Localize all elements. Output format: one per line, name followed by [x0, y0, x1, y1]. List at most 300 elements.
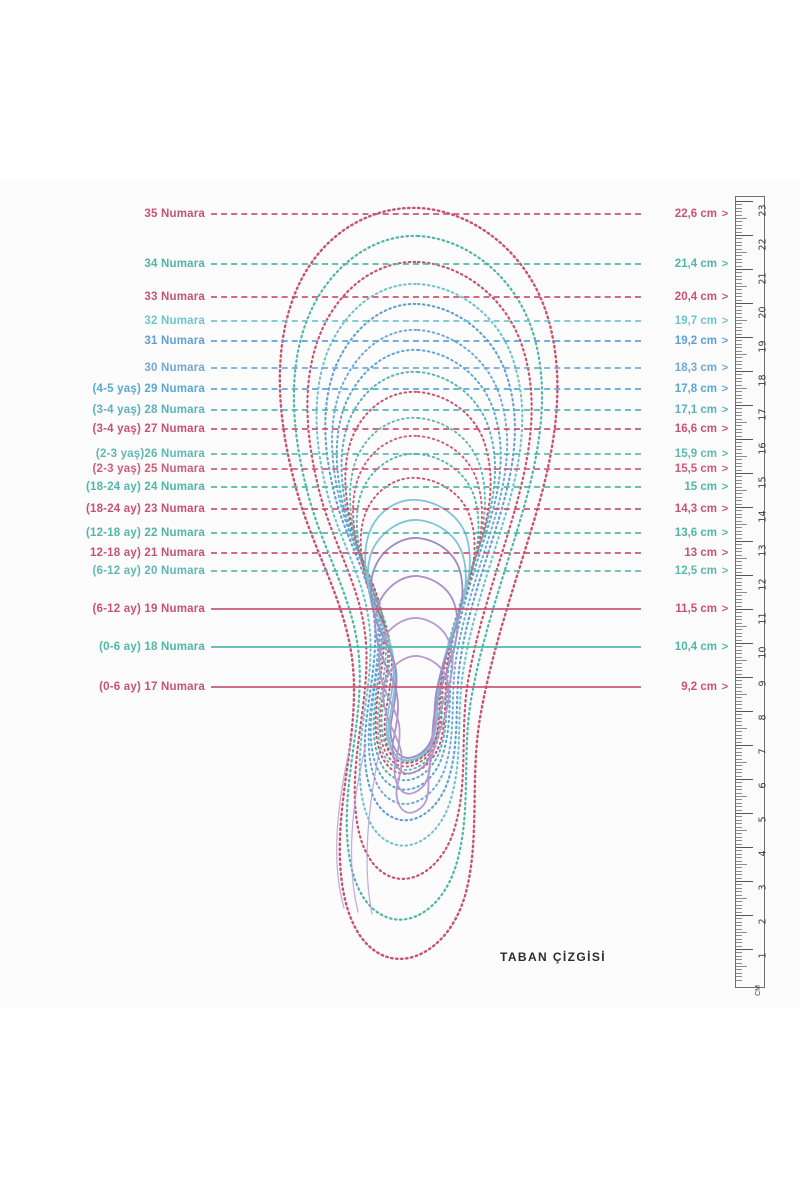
table-row — [0, 381, 760, 397]
ruler-tick — [736, 497, 742, 498]
chart-caption: TABAN ÇİZGİSİ — [500, 950, 606, 964]
arrow-icon: > — [721, 527, 729, 539]
ruler-tick — [736, 636, 742, 637]
ruler-tick — [736, 646, 742, 647]
ruler-tick — [736, 861, 742, 862]
ruler-tick — [736, 619, 742, 620]
ruler-tick — [736, 368, 742, 369]
ruler-tick — [736, 850, 742, 851]
ruler-tick — [736, 487, 742, 488]
size-value: 21,4 cm — [674, 258, 717, 270]
ruler-number: 10 — [757, 646, 769, 659]
ruler-tick — [736, 442, 742, 443]
ruler-tick — [736, 446, 742, 447]
ruler-tick — [736, 548, 742, 549]
ruler-tick — [736, 891, 742, 892]
ruler-tick — [736, 966, 747, 967]
ruler-tick — [736, 929, 742, 930]
ruler-tick — [736, 419, 742, 420]
table-row — [0, 601, 760, 617]
ruler-tick — [736, 823, 742, 824]
size-label: 12-18 ay) 21 Numara — [89, 547, 205, 559]
ruler-tick — [736, 524, 747, 525]
ruler-tick — [736, 255, 742, 256]
ruler-tick — [736, 531, 742, 532]
ruler-tick — [736, 915, 753, 916]
ruler-number: 1 — [757, 952, 769, 959]
ruler-number: 21 — [757, 272, 769, 285]
size-value: 16,6 cm — [674, 423, 717, 435]
ruler-tick — [736, 691, 742, 692]
table-row — [0, 206, 760, 222]
table-row — [0, 479, 760, 495]
ruler-tick — [736, 670, 742, 671]
ruler-tick — [736, 208, 742, 209]
ruler-tick — [736, 735, 742, 736]
ruler-tick — [736, 721, 742, 722]
ruler-number: 4 — [757, 850, 769, 857]
ruler-tick — [736, 347, 742, 348]
table-row — [0, 256, 760, 272]
ruler-tick — [736, 521, 742, 522]
ruler-tick — [736, 925, 742, 926]
ruler-tick — [736, 667, 742, 668]
ruler-number: 2 — [757, 918, 769, 925]
ruler-tick — [736, 844, 742, 845]
ruler-tick — [736, 204, 742, 205]
ruler-tick — [736, 259, 742, 260]
ruler-tick — [736, 344, 742, 345]
ruler-tick — [736, 517, 742, 518]
ruler-tick — [736, 711, 753, 712]
ruler-tick — [736, 738, 742, 739]
ruler-tick — [736, 310, 742, 311]
size-label: 31 Numara — [144, 335, 205, 347]
ruler-number: 14 — [757, 510, 769, 523]
ruler-tick — [736, 864, 747, 865]
size-value: 11,5 cm — [675, 603, 717, 615]
ruler-number: 13 — [757, 544, 769, 557]
size-label: (3-4 yaş) 28 Numara — [92, 404, 205, 416]
ruler-number: 23 — [757, 204, 769, 217]
ruler-tick — [736, 385, 742, 386]
ruler-number: 22 — [757, 238, 769, 251]
ruler-tick — [736, 769, 742, 770]
ruler-tick — [736, 568, 742, 569]
ruler-tick — [736, 493, 742, 494]
size-label: (0-6 ay) 18 Numara — [99, 641, 205, 653]
ruler-tick — [736, 874, 742, 875]
ruler-tick — [736, 245, 742, 246]
ruler-tick — [736, 534, 742, 535]
arrow-icon: > — [721, 335, 729, 347]
ruler-tick — [736, 810, 742, 811]
ruler-tick — [736, 507, 753, 508]
size-label: 34 Numara — [144, 258, 205, 270]
ruler-tick — [736, 283, 742, 284]
ruler-tick — [736, 830, 747, 831]
leader-line — [211, 320, 641, 322]
size-value: 17,8 cm — [674, 383, 717, 395]
table-row — [0, 501, 760, 517]
size-value: 15,5 cm — [674, 463, 717, 475]
leader-line — [211, 686, 641, 688]
ruler-tick — [736, 555, 742, 556]
ruler-number: 3 — [757, 884, 769, 891]
ruler-tick — [736, 436, 742, 437]
ruler-tick — [736, 854, 742, 855]
ruler-tick — [736, 595, 742, 596]
ruler-tick — [736, 215, 742, 216]
ruler-tick — [736, 391, 742, 392]
ruler-tick — [736, 684, 742, 685]
ruler — [735, 196, 769, 996]
arrow-icon: > — [721, 383, 729, 395]
arrow-icon: > — [721, 641, 729, 653]
arrow-icon: > — [721, 404, 729, 416]
ruler-tick — [736, 300, 742, 301]
ruler-tick — [736, 395, 742, 396]
ruler-tick — [736, 480, 742, 481]
ruler-tick — [736, 544, 742, 545]
size-label: (6-12 ay) 20 Numara — [92, 565, 205, 577]
ruler-number: 5 — [757, 816, 769, 823]
arrow-icon: > — [721, 362, 729, 374]
ruler-tick — [736, 697, 742, 698]
ruler-tick — [736, 572, 742, 573]
ruler-tick — [736, 589, 742, 590]
ruler-tick — [736, 748, 742, 749]
ruler-tick — [736, 623, 742, 624]
ruler-tick — [736, 303, 753, 304]
ruler-tick — [736, 354, 747, 355]
ruler-tick — [736, 388, 747, 389]
ruler-tick — [736, 888, 742, 889]
ruler-number: 15 — [757, 476, 769, 489]
ruler-tick — [736, 609, 753, 610]
ruler-tick — [736, 895, 742, 896]
ruler-tick — [736, 432, 742, 433]
ruler-tick — [736, 201, 753, 202]
arrow-icon: > — [721, 208, 729, 220]
ruler-tick — [736, 674, 742, 675]
ruler-tick — [736, 466, 742, 467]
ruler-tick — [736, 337, 753, 338]
ruler-tick — [736, 762, 747, 763]
leader-line — [211, 340, 641, 342]
ruler-tick — [736, 249, 742, 250]
ruler-tick — [736, 449, 742, 450]
ruler-tick — [736, 272, 742, 273]
ruler-tick — [736, 453, 742, 454]
size-label: (12-18 ay) 22 Numara — [85, 527, 205, 539]
ruler-tick — [736, 837, 742, 838]
arrow-icon: > — [721, 481, 729, 493]
ruler-tick — [736, 527, 742, 528]
leader-line — [211, 552, 641, 554]
arrow-icon: > — [721, 547, 729, 559]
ruler-tick — [736, 425, 742, 426]
ruler-tick — [736, 765, 742, 766]
size-label: 32 Numara — [144, 315, 205, 327]
ruler-tick — [736, 320, 747, 321]
ruler-tick — [736, 963, 742, 964]
ruler-tick — [736, 585, 742, 586]
ruler-tick — [736, 616, 742, 617]
ruler-number: 17 — [757, 408, 769, 421]
ruler-tick — [736, 956, 742, 957]
ruler-tick — [736, 361, 742, 362]
ruler-tick — [736, 218, 747, 219]
ruler-tick — [736, 745, 753, 746]
ruler-number: 12 — [757, 578, 769, 591]
ruler-tick — [736, 677, 753, 678]
table-row — [0, 461, 760, 477]
leader-line — [211, 367, 641, 369]
arrow-icon: > — [721, 448, 729, 460]
ruler-tick — [736, 412, 742, 413]
ruler-tick — [736, 704, 742, 705]
ruler-tick — [736, 803, 742, 804]
ruler-tick — [736, 871, 742, 872]
table-row — [0, 360, 760, 376]
leader-line — [211, 453, 641, 455]
ruler-tick — [736, 490, 747, 491]
ruler-tick — [736, 439, 753, 440]
ruler-tick — [736, 504, 742, 505]
ruler-tick — [736, 796, 747, 797]
ruler-tick — [736, 351, 742, 352]
ruler-tick — [736, 402, 742, 403]
ruler-tick — [736, 296, 742, 297]
table-row — [0, 679, 760, 695]
ruler-tick — [736, 228, 742, 229]
ruler-tick — [736, 793, 742, 794]
ruler-tick — [736, 626, 747, 627]
ruler-tick — [736, 317, 742, 318]
size-value: 22,6 cm — [674, 208, 717, 220]
size-value: 13,6 cm — [674, 527, 717, 539]
ruler-tick — [736, 565, 742, 566]
size-value: 17,1 cm — [674, 404, 717, 416]
ruler-tick — [736, 759, 742, 760]
size-value: 19,7 cm — [674, 315, 717, 327]
ruler-tick — [736, 918, 742, 919]
ruler-tick — [736, 799, 742, 800]
leader-line — [211, 428, 641, 430]
ruler-tick — [736, 687, 742, 688]
ruler-tick — [736, 905, 742, 906]
ruler-tick — [736, 612, 742, 613]
ruler-tick — [736, 833, 742, 834]
ruler-tick — [736, 884, 742, 885]
ruler-tick — [736, 473, 753, 474]
size-label: (2-3 yaş)26 Numara — [95, 448, 205, 460]
ruler-tick — [736, 510, 742, 511]
ruler-tick — [736, 313, 742, 314]
ruler-tick — [736, 786, 742, 787]
ruler-tick — [736, 806, 742, 807]
ruler-number: 6 — [757, 782, 769, 789]
ruler-tick — [736, 935, 742, 936]
ruler-tick — [736, 398, 742, 399]
ruler-tick — [736, 922, 742, 923]
leader-line — [211, 608, 641, 610]
ruler-tick — [736, 779, 753, 780]
ruler-tick — [736, 878, 742, 879]
ruler-tick — [736, 558, 747, 559]
ruler-tick — [736, 731, 742, 732]
ruler-tick — [736, 725, 742, 726]
ruler-tick — [736, 561, 742, 562]
ruler-tick — [736, 306, 742, 307]
ruler-tick — [736, 782, 742, 783]
ruler-tick — [736, 952, 742, 953]
ruler-tick — [736, 405, 753, 406]
leader-line — [211, 388, 641, 390]
table-row — [0, 639, 760, 655]
ruler-tick — [736, 663, 742, 664]
leader-line — [211, 409, 641, 411]
arrow-icon: > — [721, 315, 729, 327]
ruler-tick — [736, 232, 742, 233]
ruler-tick — [736, 279, 742, 280]
arrow-icon: > — [721, 565, 729, 577]
leader-line — [211, 646, 641, 648]
arrow-icon: > — [721, 463, 729, 475]
ruler-tick — [736, 293, 742, 294]
ruler-tick — [736, 538, 742, 539]
ruler-tick — [736, 334, 742, 335]
table-row — [0, 446, 760, 462]
ruler-tick — [736, 827, 742, 828]
size-label: (18-24 ay) 24 Numara — [85, 481, 205, 493]
ruler-tick — [736, 575, 753, 576]
size-label: (6-12 ay) 19 Numara — [92, 603, 205, 615]
ruler-tick — [736, 816, 742, 817]
ruler-tick — [736, 578, 742, 579]
table-row — [0, 333, 760, 349]
ruler-tick — [736, 813, 753, 814]
ruler-tick — [736, 582, 742, 583]
ruler-tick — [736, 330, 742, 331]
ruler-tick — [736, 643, 753, 644]
ruler-tick — [736, 976, 742, 977]
ruler-tick — [736, 742, 742, 743]
table-row — [0, 313, 760, 329]
ruler-tick — [736, 286, 747, 287]
ruler-tick — [736, 755, 742, 756]
ruler-tick — [736, 266, 742, 267]
leader-line — [211, 213, 641, 215]
size-label: 33 Numara — [144, 291, 205, 303]
ruler-tick — [736, 463, 742, 464]
arrow-icon: > — [721, 603, 729, 615]
ruler-tick — [736, 653, 742, 654]
size-label: (2-3 yaş) 25 Numara — [92, 463, 205, 475]
table-row — [0, 421, 760, 437]
ruler-tick — [736, 772, 742, 773]
size-value: 14,3 cm — [674, 503, 717, 515]
ruler-tick — [736, 946, 742, 947]
size-rows — [0, 178, 800, 1008]
ruler-tick — [736, 456, 747, 457]
ruler-tick — [736, 599, 742, 600]
leader-line — [211, 508, 641, 510]
ruler-tick — [736, 714, 742, 715]
ruler-tick — [736, 371, 753, 372]
ruler-tick — [736, 276, 742, 277]
leader-line — [211, 296, 641, 298]
ruler-tick — [736, 602, 742, 603]
leader-line — [211, 468, 641, 470]
ruler-tick — [736, 789, 742, 790]
ruler-tick — [736, 422, 747, 423]
ruler-tick — [736, 252, 747, 253]
ruler-tick — [736, 629, 742, 630]
size-value: 9,2 cm — [681, 681, 717, 693]
size-value: 15 cm — [684, 481, 717, 493]
ruler-number: 11 — [757, 612, 769, 625]
size-value: 18,3 cm — [674, 362, 717, 374]
arrow-icon: > — [721, 291, 729, 303]
ruler-tick — [736, 980, 742, 981]
ruler-tick — [736, 541, 753, 542]
ruler-tick — [736, 323, 742, 324]
table-row — [0, 563, 760, 579]
ruler-tick — [736, 269, 753, 270]
ruler-tick — [736, 728, 747, 729]
ruler-tick — [736, 592, 747, 593]
ruler-tick — [736, 327, 742, 328]
ruler-tick — [736, 238, 742, 239]
ruler-tick — [736, 500, 742, 501]
table-row — [0, 289, 760, 305]
ruler-tick — [736, 694, 747, 695]
size-label: (0-6 ay) 17 Numara — [99, 681, 205, 693]
ruler-number: 9 — [757, 680, 769, 687]
size-value: 13 cm — [684, 547, 717, 559]
ruler-tick — [736, 708, 742, 709]
ruler-tick — [736, 429, 742, 430]
ruler-tick — [736, 867, 742, 868]
table-row — [0, 402, 760, 418]
size-label: (3-4 yaş) 27 Numara — [92, 423, 205, 435]
ruler-tick — [736, 378, 742, 379]
ruler-tick — [736, 939, 742, 940]
ruler-tick — [736, 840, 742, 841]
ruler-tick — [736, 857, 742, 858]
ruler-tick — [736, 680, 742, 681]
size-value: 19,2 cm — [674, 335, 717, 347]
ruler-tick — [736, 650, 742, 651]
size-value: 15,9 cm — [674, 448, 717, 460]
ruler-tick — [736, 408, 742, 409]
ruler-tick — [736, 340, 742, 341]
ruler-tick — [736, 470, 742, 471]
ruler-tick — [736, 364, 742, 365]
ruler-tick — [736, 898, 747, 899]
ruler-tick — [736, 901, 742, 902]
ruler-tick — [736, 718, 742, 719]
ruler-tick — [736, 242, 742, 243]
ruler-tick — [736, 660, 747, 661]
ruler-tick — [736, 289, 742, 290]
ruler-tick — [736, 262, 742, 263]
ruler-tick — [736, 235, 753, 236]
ruler-tick — [736, 640, 742, 641]
arrow-icon: > — [721, 423, 729, 435]
